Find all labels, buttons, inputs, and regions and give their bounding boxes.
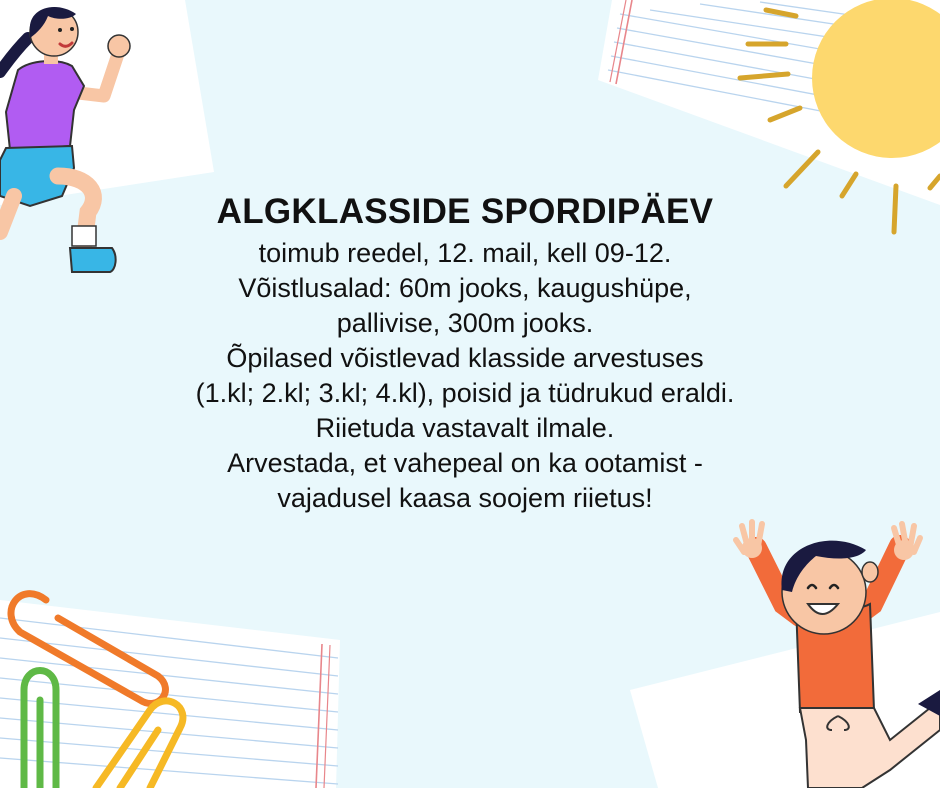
text-line: pallivise, 300m jooks. xyxy=(336,308,594,338)
text-line: Võistlusalad: 60m jooks, kaugushüpe, xyxy=(238,273,692,303)
text-line: (1.kl; 2.kl; 3.kl; 4.kl), poisid ja tüdrukud eraldi. xyxy=(195,378,735,408)
text-line: Õpilased võistlevad klasside arvestuses xyxy=(226,343,704,373)
announcement-text xyxy=(140,190,790,516)
lined-paper-bottom-left xyxy=(0,600,340,788)
text-line: Riietuda vastavalt ilmale. xyxy=(315,413,615,443)
text-line: toimub reedel, 12. mail, kell 09-12. xyxy=(258,238,672,268)
page-title: ALGKLASSIDE SPORDIPÄEV xyxy=(216,192,714,231)
text-line: Arvestada, et vahepeal on ka ootamist - xyxy=(227,448,703,478)
text-line: vajadusel kaasa soojem riietus! xyxy=(277,483,653,513)
